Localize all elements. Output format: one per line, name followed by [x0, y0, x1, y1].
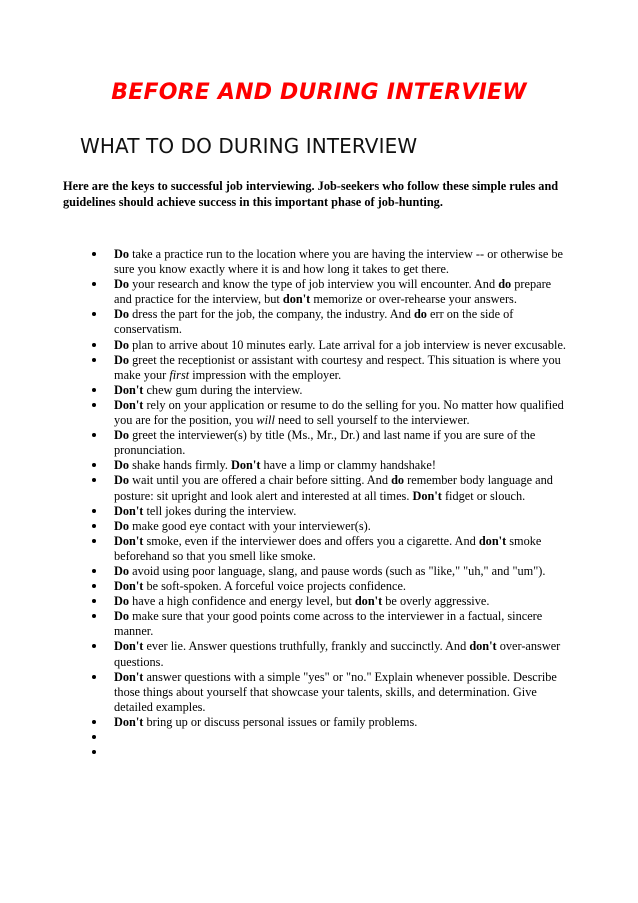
list-item-text: chew gum during the interview. [143, 382, 303, 397]
list-item-text: don't [282, 292, 311, 307]
list-item-text: tell jokes during the interview. [143, 503, 297, 518]
bullet-icon [92, 343, 96, 347]
bullet-icon [92, 509, 96, 513]
list-item-text: ever lie. Answer questions truthfully, frankly and succinctly. And [143, 639, 470, 654]
list-item-text: don't [354, 594, 383, 609]
bullet-icon [92, 312, 96, 316]
list-item-text: Do [114, 247, 130, 261]
list-item-text: Do [114, 609, 130, 624]
bullet-icon [92, 433, 96, 437]
bullet-icon [92, 252, 96, 256]
list-item [88, 307, 566, 337]
list-item [88, 534, 566, 564]
list-item-text: rely on your application or resume to do the selling for you. No matter how qualified you are for the position, you [114, 397, 564, 428]
list-item [88, 338, 566, 353]
bullet-icon [92, 282, 96, 286]
list-item [88, 715, 566, 730]
list-item-text: Do [114, 277, 130, 292]
list-item-text: shake hands firmly. [129, 458, 232, 473]
list-item-text: first [169, 367, 190, 382]
list-item-text: Don't [114, 382, 144, 397]
list-item-text: dress the part for the job, the company, the industry. And [129, 307, 414, 322]
list-item-text: Do [114, 428, 130, 443]
list-item-text: memorize or over-rehearse your answers. [310, 292, 517, 307]
list-item [88, 383, 566, 398]
list-item-text: greet the interviewer(s) by title (Ms., Mr., Dr.) and last name if you are sure of the pronunciation. [114, 428, 536, 458]
page-title: BEFORE AND DURING INTERVIEW [111, 80, 527, 105]
list-item-text: Don't [114, 669, 144, 684]
list-item-text: don't [478, 533, 507, 548]
list-item-text: take a practice run to the location where you are having the interview -- or otherwise be sure you know exactly where it is and how long it takes to get there. [114, 247, 564, 277]
list-item [88, 277, 566, 307]
list-item-text: have a limp or clammy handshake! [260, 458, 436, 473]
list-item-text: be soft-spoken. A forceful voice projects confidence. [143, 579, 406, 594]
bullet-icon [92, 750, 96, 754]
list-item [88, 519, 566, 534]
list-item-text: Do [114, 458, 130, 473]
list-item [88, 594, 566, 609]
list-item [88, 428, 566, 458]
list-item-text: Don't [114, 397, 144, 412]
list-item-text: Don't [114, 533, 144, 548]
list-item-text: Do [114, 594, 130, 609]
list-item-text: need to sell yourself to the interviewer. [274, 413, 470, 428]
bullet-icon [92, 735, 96, 739]
bullet-icon [92, 539, 96, 543]
list-item [88, 247, 566, 277]
list-item [88, 745, 566, 760]
list-item [88, 609, 566, 639]
bullet-icon [92, 463, 96, 467]
list-item-text: greet the receptionist or assistant with courtesy and respect. This situation is where you make your [114, 352, 561, 382]
list-item [88, 670, 566, 715]
list-item-text: smoke, even if the interviewer does and offers you a cigarette. And [143, 533, 479, 548]
list-item [88, 458, 566, 473]
list-item-text: Don't [114, 579, 144, 594]
list-item-text: be overly aggressive. [382, 594, 490, 609]
list-item-text: smoke beforehand so that you smell like smoke. [114, 533, 542, 563]
list-item [88, 564, 566, 579]
list-item-text: Don't [114, 714, 144, 729]
list-item [88, 639, 566, 669]
bullet-icon [92, 720, 96, 724]
list-item-text: bring up or discuss personal issues or family problems. [143, 714, 418, 729]
list-item-text: Don't [412, 488, 442, 503]
list-item-text: Don't [231, 458, 261, 473]
list-item-text: impression with the employer. [189, 367, 342, 382]
list-item [88, 730, 566, 745]
list-item-text: prepare and practice for the interview, but [114, 277, 552, 307]
list-item [88, 473, 566, 503]
bullet-icon [92, 358, 96, 362]
list-item-text: make good eye contact with your interviewer(s). [129, 518, 371, 533]
list-item-text: Do [114, 518, 130, 533]
bullet-icon [92, 403, 96, 407]
list-item-text: make sure that your good points come across to the interviewer in a factual, sincere manner. [114, 609, 543, 639]
list-item [88, 353, 566, 383]
list-item-text: your research and know the type of job interview you will encounter. And [129, 277, 499, 292]
list-item [88, 504, 566, 519]
list-item-text: avoid using poor language, slang, and pause words (such as "like," "uh," and "um"). [129, 563, 546, 578]
list-item-text: Do [114, 337, 130, 352]
bullet-icon [92, 569, 96, 573]
list-item-text: Do [114, 563, 130, 578]
bullet-icon [92, 614, 96, 618]
list-item-text: wait until you are offered a chair before sitting. And [129, 473, 392, 488]
list-item-text: don't [469, 639, 497, 654]
list-item [88, 579, 566, 594]
bullet-icon [92, 599, 96, 603]
list-item-text: over-answer questions. [114, 639, 561, 669]
bullet-icon [92, 388, 96, 392]
list-item-text: Don't [114, 503, 144, 518]
list-item-text: Don't [114, 639, 144, 654]
bullet-icon [92, 584, 96, 588]
bullet-icon [92, 524, 96, 528]
bullet-icon [92, 478, 96, 482]
list-item-text: have a high confidence and energy level, but [129, 594, 355, 609]
list-item-text: remember body language and posture: sit upright and look alert and interested at all times. [114, 473, 553, 503]
list-item-text: plan to arrive about 10 minutes early. Late arrival for a job interview is never excusable. [129, 337, 566, 352]
section-heading: WHAT TO DO DURING INTERVIEW [80, 134, 418, 158]
list-item-text: do [498, 277, 512, 292]
list-item-text: answer questions with a simple "yes" or "no." Explain whenever possible. Describe those things about yourself that showcase your talents, skills, and determination. Give detailed examples. [114, 669, 557, 714]
list-item-text: Do [114, 307, 130, 322]
list-item-text: do [391, 473, 405, 488]
list-item-text: will [256, 413, 275, 428]
list-item-text: fidget or slouch. [441, 488, 526, 503]
bullet-icon [92, 644, 96, 648]
list-item-text: do [413, 307, 427, 322]
list-item-text: Do [114, 473, 130, 488]
bullet-icon [92, 675, 96, 679]
list-item [88, 398, 566, 428]
list-item-text: err on the side of conservatism. [114, 307, 514, 337]
intro-paragraph: Here are the keys to successful job interviewing. Job-seekers who follow these simple rules and guidelines should achieve success in this important phase of job-hunting. [63, 179, 559, 209]
list-item-text: Do [114, 352, 130, 367]
tips-list [88, 247, 566, 760]
